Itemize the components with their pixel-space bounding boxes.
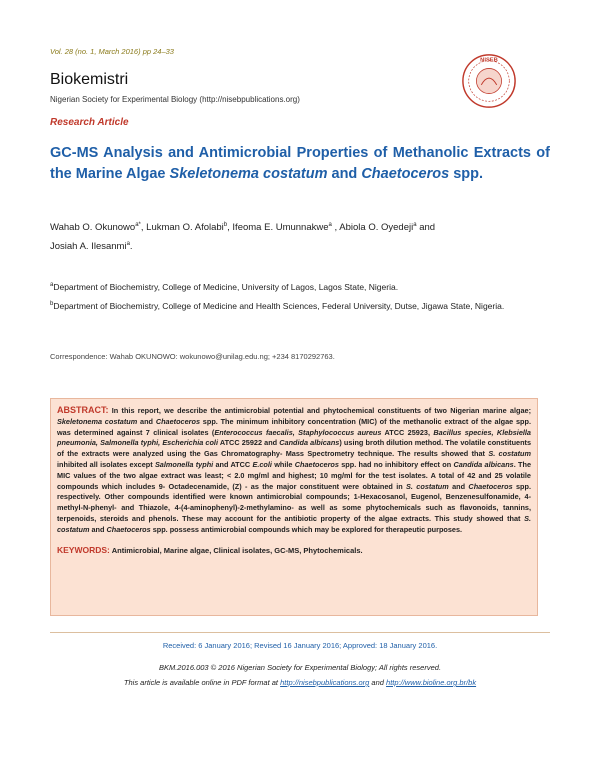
abstract-segment: and <box>137 416 156 426</box>
journal-name: Biokemistri <box>50 71 129 88</box>
abstract-segment: Skeletonema costatum <box>57 416 138 426</box>
abstract-segment: while <box>271 459 295 469</box>
link-niseb[interactable]: http://nisebpublications.org <box>280 678 370 687</box>
author: Josiah A. Ilesanmi$^a$. <box>50 241 133 253</box>
abstract-segment: and <box>89 524 107 534</box>
abstract-segment: . The MIC values of the two algae extract was least; < 2.0 mg/ml and highest; 10 mg/ml for the test isolates. A total of 42 and 25 volatile compounds which includes 9- Octadecenamide, (Z) - as the major constituent were obtained in <box>57 459 532 491</box>
abstract-segment: S. costatum <box>406 481 449 491</box>
abstract-segment: Candida albicans <box>279 438 340 448</box>
affiliation-a: $^a$Department of Biochemistry, College of Medicine, University of Lagos, Lagos State, Nigeria. <box>50 281 399 292</box>
abstract-segment: Candida albicans <box>453 459 514 469</box>
abstract-segment: E.coli <box>252 459 272 469</box>
niseb-logo-icon <box>460 52 518 110</box>
abstract-segment: Chaetoceros <box>294 459 339 469</box>
abstract-segment: Enterococcus faecalis, Staphylococcus aureus <box>214 427 382 437</box>
abstract-segment: In this report, we describe the antimicrobial potential and phytochemical constituents of two Nigerian marine algae; <box>108 406 531 415</box>
abstract-segment: spp. The minimum inhibitory concentration (MIC) of the methanolic extract of the algae spp. was determined against 7 clinical isolates ( <box>57 416 531 437</box>
footer-divider <box>50 632 550 633</box>
abstract-segment: Chaetoceros <box>155 416 201 426</box>
author: Wahab O. Okunowo$^{a*}$, <box>50 222 147 234</box>
abstract-segment: ATCC 25922 and <box>218 438 280 448</box>
article-type: Research Article <box>50 117 129 128</box>
author: Lukman O. Afolabi$^b$, <box>146 222 233 234</box>
abstract-segment: Chaetoceros <box>106 524 151 534</box>
abstract-segment: ) using broth dilution method. The volatile constituents of the extracts were analyzed using the Gas Chromatography- Mass Spectrometry technique. The results showed that <box>57 438 532 459</box>
abstract-text <box>57 405 531 536</box>
keywords <box>57 545 531 555</box>
abstract-segment: ATCC 25923, <box>381 427 434 437</box>
author-list <box>50 217 550 255</box>
abstract-label: ABSTRACT: <box>57 405 109 415</box>
availability-line: This article is available online in PDF format at http://nisebpublications.org and http://www.bioline.org.br/bk <box>123 678 477 687</box>
abstract-segment: spp. respectively. Other compounds identified were known antimicrobial compounds; 1-Hexacosanol, Eugenol, Benzenesulfonamide, 4-methyl-N-phenyl- and Thiazole, 4-(4-aminophenyl)-2-methylamino- as well as some phytochemicals such as flavonoids, tannins, terpenoids, steroids and phenols. These may account for the antibiotic property of the algae extracts. This study showed that <box>57 481 531 523</box>
volume-info: Vol. 28 (no. 1, March 2016) pp 24–33 <box>50 47 174 56</box>
abstract-segment: and <box>448 481 469 491</box>
abstract-segment: Salmonella typhi <box>154 459 214 469</box>
keywords-label: KEYWORDS: <box>57 544 110 555</box>
abstract-segment: and ATCC <box>213 459 253 469</box>
abstract-segment: Bacillus species, Klebsiella pneumonia, Salmonella typhi, Escherichia coli <box>57 427 531 448</box>
abstract-box <box>50 398 538 616</box>
abstract-segment: spp. possess antimicrobial compounds which may be explored for therapeutic purposes. <box>150 524 463 534</box>
correspondence: Correspondence: Wahab OKUNOWO: wokunowo@unilag.edu.ng; +234 8170292763. <box>50 352 335 361</box>
abstract-body <box>57 406 531 534</box>
article-dates: Received: 6 January 2016; Revised 16 January 2016; Approved: 18 January 2016. <box>162 641 438 650</box>
affiliation-b: $^b$Department of Biochemistry, College of Medicine and Health Sciences, Federal University, Dutse, Jigawa State, Nigeria. <box>50 300 505 311</box>
abstract-segment: inhibited all isolates except <box>57 459 155 469</box>
copyright-line: BKM.2016.003 © 2016 Nigerian Society for Experimental Biology; All rights reserved. <box>158 663 442 672</box>
society-line: Nigerian Society for Experimental Biology (http://nisebpublications.org) <box>50 95 300 104</box>
keywords-text: Antimicrobial, Marine algae, Clinical isolates, GC-MS, Phytochemicals. <box>109 545 363 555</box>
abstract-segment: S. costatum <box>488 449 531 459</box>
logo-text: NISEB <box>480 57 498 64</box>
abstract-segment: S. costatum <box>57 513 531 534</box>
author: Abiola O. Oyedeji$^a$ and <box>339 222 436 234</box>
article-title: GC-MS Analysis and Antimicrobial Properties of Methanolic Extracts of the Marine Algae Skeletonema costatum and Chaetoceros spp. <box>50 145 550 182</box>
author: Ifeoma E. Umunnakwe$^a$ , <box>232 222 340 234</box>
abstract-segment: Chaetoceros <box>468 481 513 491</box>
abstract-segment: spp. had no inhibitory effect on <box>338 459 454 469</box>
link-bioline[interactable]: http://www.bioline.org.br/bk <box>386 678 477 687</box>
